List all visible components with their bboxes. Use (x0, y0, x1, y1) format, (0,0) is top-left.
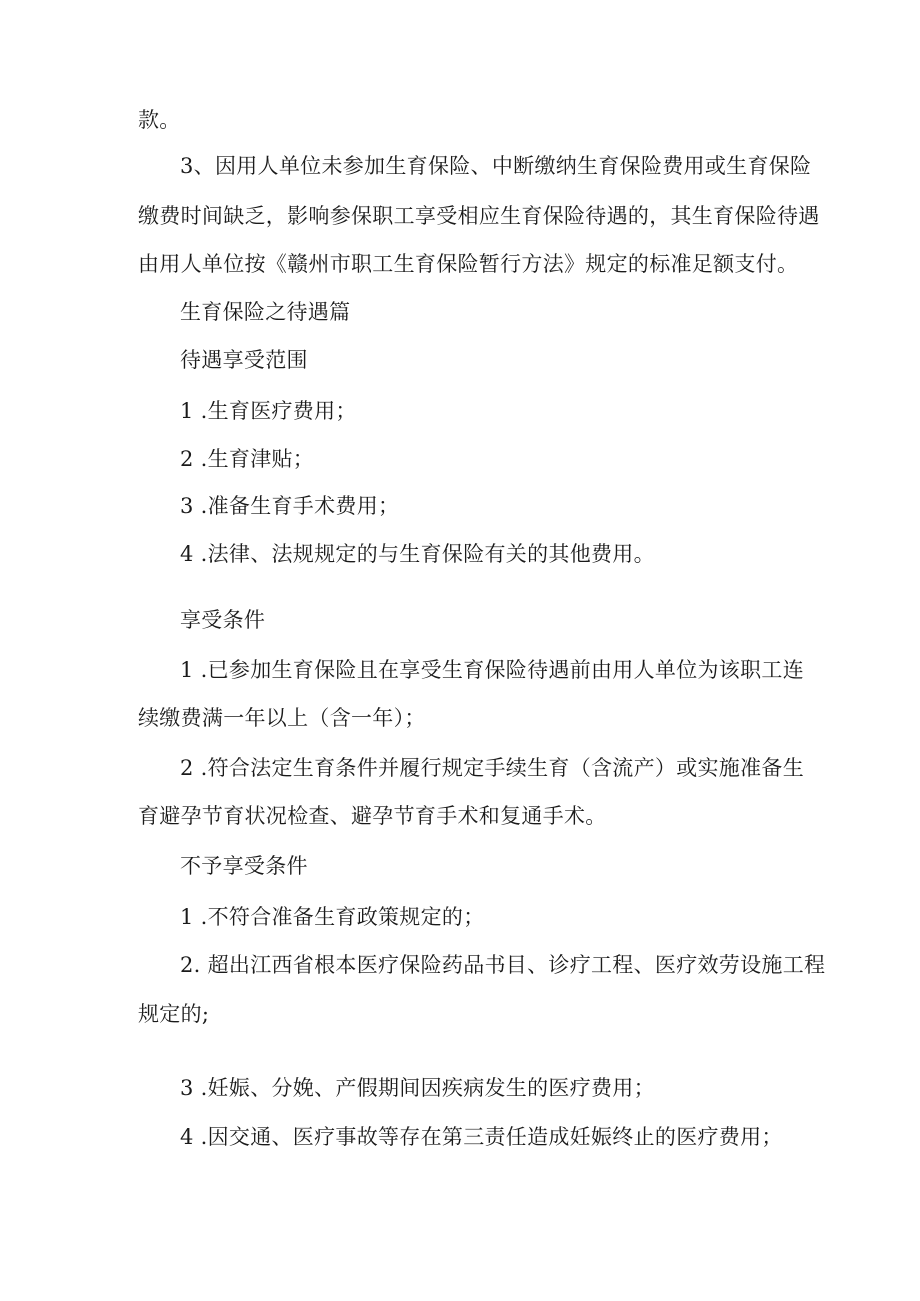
list-item-continuation: 育避孕节育状况检查、避孕节育手术和复通手术。 (138, 804, 607, 828)
section-heading: 生育保险之待遇篇 (180, 300, 351, 324)
paragraph-line: 缴费时间缺乏，影响参保职工享受相应生育保险待遇的，其生育保险待遇 (138, 204, 820, 228)
section-heading: 不予享受条件 (180, 854, 308, 878)
list-item: 2. 超出江西省根本医疗保险药品书目、诊疗工程、医疗效劳设施工程 (180, 953, 826, 977)
paragraph-line: 由用人单位按《赣州市职工生育保险暂行方法》规定的标准足额支付。 (138, 252, 799, 276)
list-item: 4 .法律、法规规定的与生育保险有关的其他费用。 (180, 542, 655, 566)
paragraph-line: 3、因用人单位未参加生育保险、中断缴纳生育保险费用或生育保险 (180, 154, 812, 178)
list-item: 3 .准备生育手术费用； (180, 494, 400, 518)
list-item: 1 .生育医疗费用； (180, 399, 357, 423)
list-item: 2 .符合法定生育条件并履行规定手续生育（含流产）或实施准备生 (180, 756, 805, 780)
list-item-continuation: 续缴费满一年以上（含一年）； (138, 706, 426, 730)
section-heading: 享受条件 (180, 608, 266, 632)
list-item: 2 .生育津贴； (180, 447, 315, 471)
paragraph-line: 款。 (138, 108, 181, 132)
list-item: 4 .因交通、医疗事故等存在第三责任造成妊娠终止的医疗费用； (180, 1125, 783, 1149)
list-item: 3 .妊娠、分娩、产假期间因疾病发生的医疗费用； (180, 1076, 655, 1100)
list-item: 1 .不符合准备生育政策规定的； (180, 905, 485, 929)
list-item-continuation: 规定的; (138, 1002, 210, 1026)
section-heading: 待遇享受范围 (180, 348, 308, 372)
list-item: 1 .已参加生育保险且在享受生育保险待遇前由用人单位为该职工连 (180, 658, 805, 682)
